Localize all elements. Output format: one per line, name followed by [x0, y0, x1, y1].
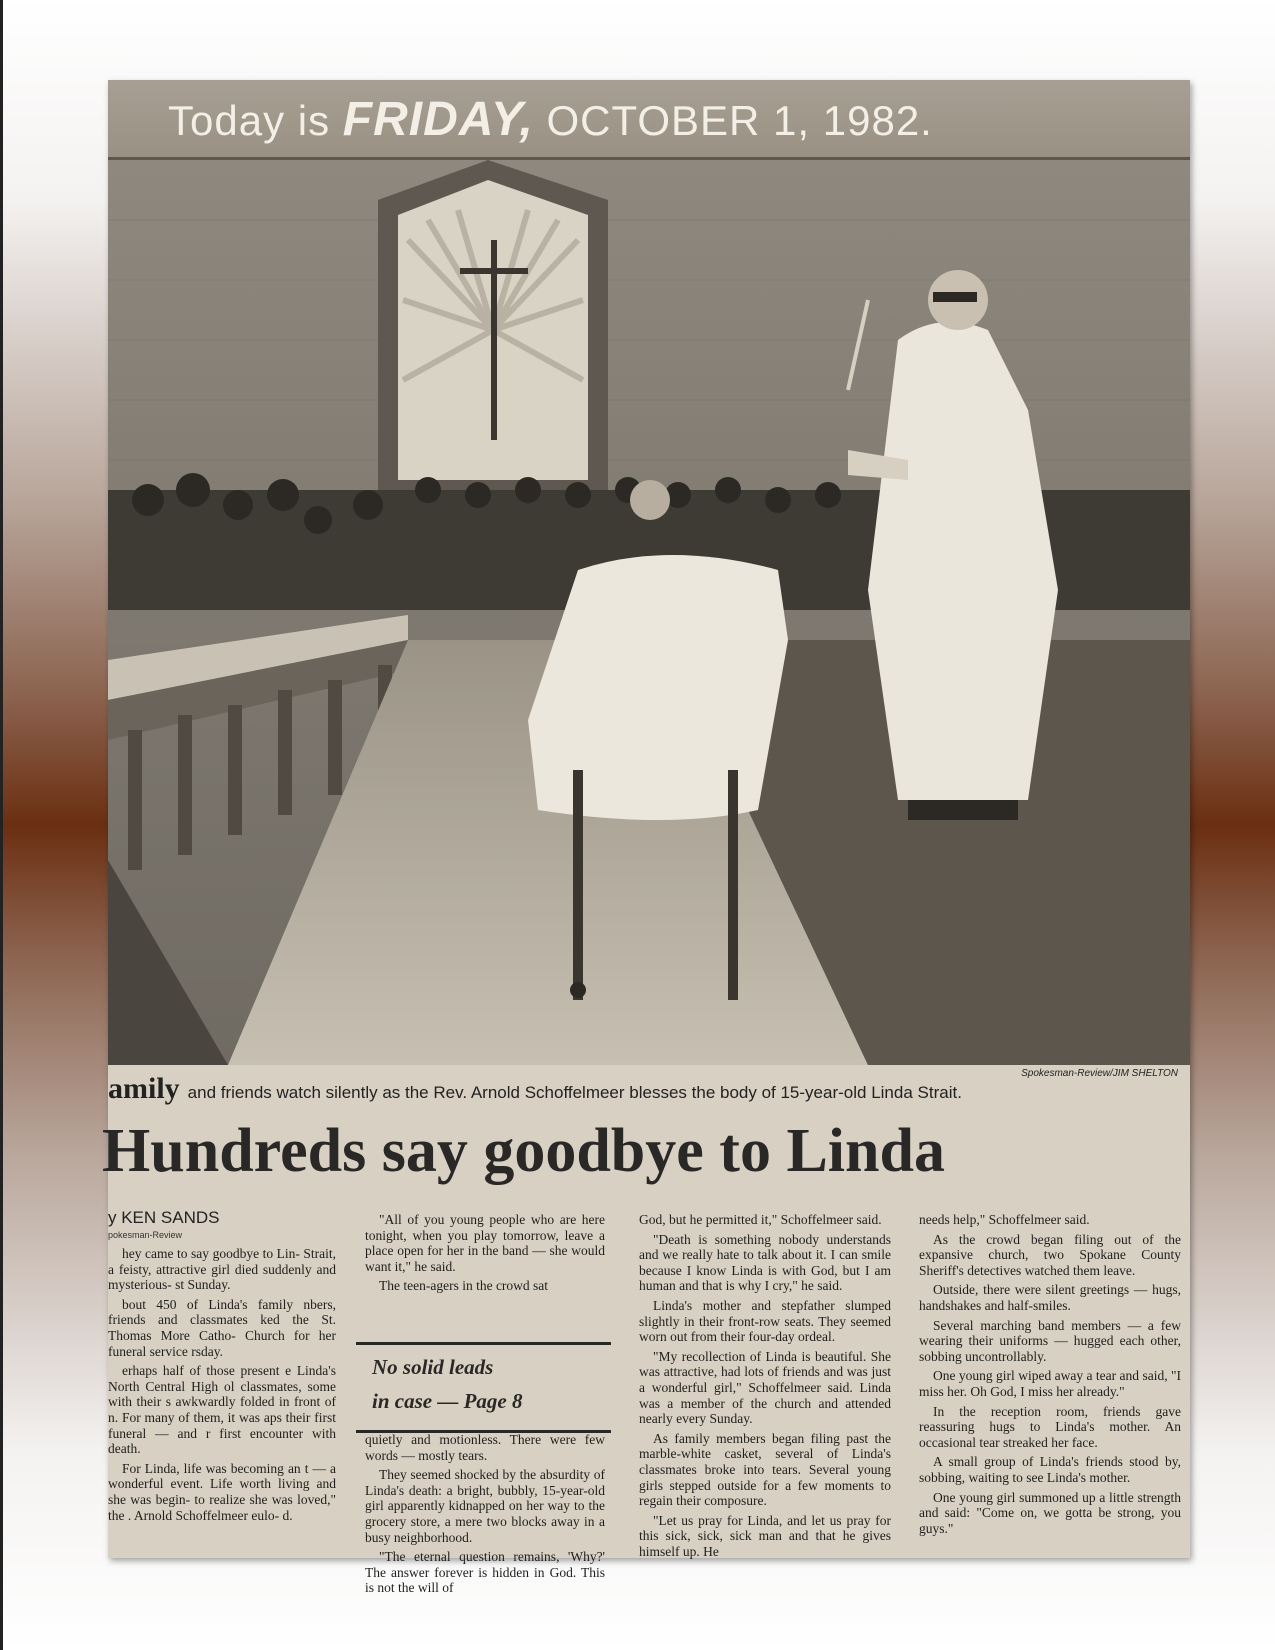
- article-column-2-bottom: [365, 1432, 605, 1600]
- paragraph: "My recollection of Linda is beautiful. She was attractive, had lots of friends and was just a wonderful girl," Schoffelmeer said. Linda was a member of the church and attended nearly every Sunday.: [639, 1348, 891, 1427]
- dateline-prefix: Today is: [168, 97, 331, 144]
- headline: Hundreds say goodbye to Linda: [102, 1117, 945, 1185]
- byline-org: pokesman-Review: [108, 1230, 183, 1240]
- dateline-day: FRIDAY,: [342, 93, 534, 146]
- paragraph: They seemed shocked by the absurdity of Linda's death: a bright, bubbly, 15-year-old girl apparently kidnapped on her way to the grocery store, a mere two blocks away in a busy neighborhood.: [365, 1467, 605, 1545]
- dateline-banner: [108, 80, 1190, 160]
- paragraph: "Death is something nobody understands and we really hate to talk about it. I can smile because I know Linda is with God, but I am human and that is why I cry," he said.: [639, 1231, 891, 1294]
- article-column-1: [108, 1246, 336, 1527]
- paragraph: bout 450 of Linda's family nbers, friends and classmates ked the St. Thomas More Catho- Church for her funeral service rsday.: [108, 1296, 336, 1359]
- article-column-2-top: [365, 1212, 605, 1298]
- photo-caption: [108, 1072, 1190, 1112]
- paragraph: "The eternal question remains, 'Why?' The answer forever is hidden in God. This is not the will of: [365, 1549, 605, 1596]
- photo-credit: Spokesman-Review/JIM SHELTON: [1021, 1068, 1178, 1079]
- paragraph: One young girl summoned up a little strength and said: "Come on, we gotta be strong, you guys.": [919, 1489, 1181, 1536]
- paragraph: God, but he permitted it," Schoffelmeer said.: [639, 1212, 882, 1227]
- paragraph: One young girl wiped away a tear and said, "I miss her. Oh God, I miss her already.": [919, 1368, 1181, 1399]
- paragraph: The teen-agers in the crowd sat: [379, 1278, 549, 1294]
- paragraph: Linda's mother and stepfather slumped slightly in their front-row seats. They seemed worn out from their four-day ordeal.: [639, 1297, 891, 1345]
- pull-quote-line-2: in case — Page 8: [372, 1389, 523, 1413]
- paragraph: In the reception room, friends gave reassuring hugs to Linda's mother. An occasional tear streaked her face.: [919, 1403, 1181, 1450]
- paragraph: "Let us pray for Linda, and let us pray for this sick, sick, sick man and that he gives himself up. He: [639, 1512, 891, 1559]
- caption-lead: amily: [108, 1072, 180, 1105]
- paragraph: As family members began filing past the marble-white casket, several of Linda's classmates broke into tears. Several young girls stepped outside for a few moments to regain their composure.: [639, 1430, 891, 1509]
- paragraph: As the crowd began filing out of the expansive church, two Spokane County Sheriff's detectives watched them leave.: [919, 1231, 1181, 1278]
- article-column-3: [639, 1212, 891, 1563]
- paragraph: For Linda, life was becoming an t — a wonderful event. Life worth living and she was begin- to realize she was loved," the . Arnold Schoffelmeer eulo- d.: [108, 1460, 336, 1523]
- newspaper-clipping: [102, 80, 1190, 1596]
- paragraph: hey came to say goodbye to Lin- Strait, a feisty, attractive girl died suddenly and mysterious- st Sunday.: [108, 1246, 336, 1293]
- paragraph: Several marching band members — a few wearing their uniforms — hugged each other, sobbing uncontrollably.: [919, 1317, 1181, 1364]
- paragraph: erhaps half of those present e Linda's North Central High ol classmates, some with their s awkwardly folded in front of n. For many of them, it was aps their first funeral — and r first encounter with death.: [108, 1363, 336, 1457]
- paragraph: A small group of Linda's friends stood by, sobbing, waiting to see Linda's mother.: [919, 1454, 1181, 1485]
- pull-quote-box: [356, 1342, 611, 1433]
- funeral-photo: [108, 160, 1190, 1065]
- paragraph: "All of you young people who are here tonight, when you play tomorrow, leave a place open for her in the band — she would want it," he said.: [365, 1212, 605, 1274]
- byline: y KEN SANDS: [108, 1208, 220, 1227]
- paragraph: needs help," Schoffelmeer said.: [919, 1212, 1090, 1227]
- paragraph: quietly and motionless. There were few words — mostly tears.: [365, 1432, 605, 1463]
- scan-edge-rule: [0, 0, 3, 1650]
- caption-text: and friends watch silently as the Rev. Arnold Schoffelmeer blesses the body of 15-year-old Linda Strait.: [187, 1083, 962, 1102]
- article-column-4: [919, 1212, 1181, 1540]
- paragraph: Outside, there were silent greetings — hugs, handshakes and half-smiles.: [919, 1282, 1181, 1313]
- dateline-date: OCTOBER 1, 1982.: [546, 97, 933, 144]
- pull-quote-line-1: No solid leads: [372, 1355, 494, 1379]
